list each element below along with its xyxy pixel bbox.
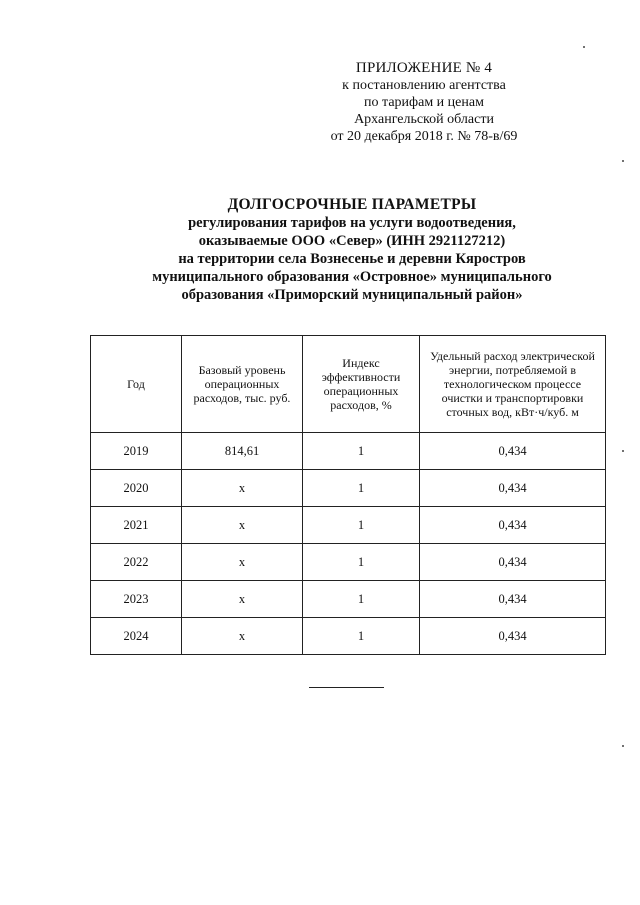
heading-line: муниципального образования «Островное» муниципального bbox=[152, 269, 552, 285]
cell-efficiency-index: 1 bbox=[303, 470, 420, 507]
scan-speck bbox=[622, 160, 624, 162]
cell-year: 2023 bbox=[91, 581, 182, 618]
cell-energy-consumption: 0,434 bbox=[420, 544, 606, 581]
scan-speck bbox=[622, 745, 624, 747]
cell-energy-consumption: 0,434 bbox=[420, 470, 606, 507]
cell-efficiency-index: 1 bbox=[303, 433, 420, 470]
header-efficiency-index: Индекс эффективности операционных расходов, % bbox=[303, 336, 420, 433]
cell-efficiency-index: 1 bbox=[303, 618, 420, 655]
cell-base-opex: х bbox=[182, 470, 303, 507]
heading-line: оказываемые ООО «Север» (ИНН 2921127212) bbox=[198, 233, 506, 249]
header-year: Год bbox=[91, 336, 182, 433]
table-row bbox=[91, 507, 606, 544]
scan-speck bbox=[622, 450, 624, 452]
table-row bbox=[91, 618, 606, 655]
cell-base-opex: 814,61 bbox=[182, 433, 303, 470]
heading-line: образования «Приморский муниципальный район» bbox=[181, 287, 523, 303]
cell-base-opex: х bbox=[182, 507, 303, 544]
cell-base-opex: х bbox=[182, 618, 303, 655]
appendix-line: к постановлению агентства bbox=[342, 78, 506, 93]
cell-energy-consumption: 0,434 bbox=[420, 618, 606, 655]
parameters-table bbox=[90, 335, 606, 655]
appendix-line: Архангельской области bbox=[354, 112, 494, 127]
cell-year: 2022 bbox=[91, 544, 182, 581]
appendix-line: по тарифам и ценам bbox=[364, 95, 484, 110]
cell-efficiency-index: 1 bbox=[303, 581, 420, 618]
cell-year: 2020 bbox=[91, 470, 182, 507]
cell-year: 2019 bbox=[91, 433, 182, 470]
document-heading bbox=[90, 196, 614, 304]
cell-year: 2021 bbox=[91, 507, 182, 544]
appendix-title: ПРИЛОЖЕНИЕ № 4 bbox=[355, 60, 493, 76]
closing-rule bbox=[309, 687, 384, 688]
table-row bbox=[91, 433, 606, 470]
scan-speck bbox=[583, 46, 585, 48]
header-energy-consumption: Удельный расход электрической энергии, потребляемой в технологическом процессе очистки и транспортировки сточных вод, кВт·ч/куб. м bbox=[420, 336, 606, 433]
appendix-line: от 20 декабря 2018 г. № 78-в/69 bbox=[330, 129, 518, 144]
appendix-block bbox=[274, 60, 574, 145]
cell-energy-consumption: 0,434 bbox=[420, 433, 606, 470]
table-row bbox=[91, 544, 606, 581]
cell-efficiency-index: 1 bbox=[303, 544, 420, 581]
table-row bbox=[91, 581, 606, 618]
cell-efficiency-index: 1 bbox=[303, 507, 420, 544]
heading-line: регулирования тарифов на услуги водоотведения, bbox=[188, 215, 516, 231]
cell-year: 2024 bbox=[91, 618, 182, 655]
cell-base-opex: х bbox=[182, 544, 303, 581]
table-row bbox=[91, 470, 606, 507]
header-base-opex: Базовый уровень операционных расходов, тыс. руб. bbox=[182, 336, 303, 433]
heading-title: ДОЛГОСРОЧНЫЕ ПАРАМЕТРЫ bbox=[227, 196, 477, 213]
cell-energy-consumption: 0,434 bbox=[420, 581, 606, 618]
cell-base-opex: х bbox=[182, 581, 303, 618]
heading-line: на территории села Вознесенье и деревни Кяростров bbox=[178, 251, 526, 267]
cell-energy-consumption: 0,434 bbox=[420, 507, 606, 544]
table-header-row bbox=[91, 336, 606, 433]
